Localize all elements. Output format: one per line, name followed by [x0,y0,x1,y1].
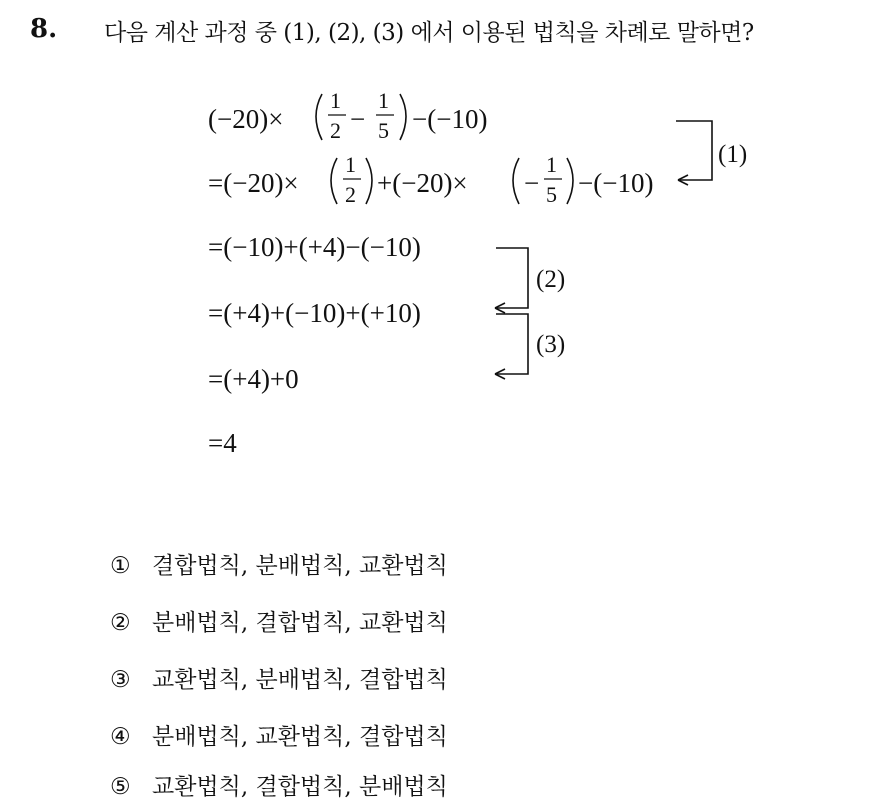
frac-denominator: 5 [378,118,389,143]
option-text: 분배법칙, 교환법칙, 결합법칙 [152,724,448,750]
option-marker: ① [110,553,131,579]
line2-part-c: −(−10) [578,168,654,198]
paren-left [513,158,519,204]
paren-right [567,158,573,204]
paren-right [366,158,372,204]
derivation-line-4: =(+4)+(−10)+(+10) [208,298,421,328]
line1-part-a: (−20)× [208,104,284,134]
minus-sign: − [350,104,366,134]
option-marker: ② [110,610,131,636]
minus-sign: − [524,168,540,198]
bracket-2 [495,248,528,313]
derivation-line-6: =4 [208,428,237,458]
paren-left [331,158,337,204]
line1-part-b: −(−10) [412,104,488,134]
frac-numerator: 1 [330,88,341,113]
frac-numerator: 1 [345,152,356,177]
frac-denominator: 2 [330,118,341,143]
question-number: 8. [30,14,58,44]
step-label-3: (3) [536,331,566,358]
paren-left [316,94,322,140]
answer-option-2[interactable] [110,604,448,637]
line2-part-a: =(−20)× [208,168,299,198]
option-marker: ③ [110,667,131,693]
derivation-line-2 [208,152,653,207]
answer-option-3[interactable] [110,661,448,694]
option-text: 결합법칙, 분배법칙, 교환법칙 [152,553,448,579]
derivation-line-3: =(−10)+(+4)−(−10) [208,232,421,262]
option-marker: ⑤ [110,774,131,800]
frac-numerator: 1 [378,88,389,113]
answer-option-1[interactable] [110,547,448,580]
derivation-line-1 [208,88,487,143]
paren-right [400,94,406,140]
option-text: 분배법칙, 결합법칙, 교환법칙 [152,610,448,636]
option-text: 교환법칙, 결합법칙, 분배법칙 [152,774,448,800]
bracket-1 [676,121,712,185]
line2-part-b: +(−20)× [377,168,468,198]
frac-numerator: 1 [546,152,557,177]
frac-denominator: 2 [345,182,356,207]
bracket-3 [495,314,528,379]
answer-option-5[interactable] [110,768,448,801]
answer-option-4[interactable] [110,718,448,751]
question-text: 다음 계산 과정 중 (1), (2), (3) 에서 이용된 법칙을 차례로 말하면? [104,20,754,46]
step-label-2: (2) [536,266,566,293]
frac-denominator: 5 [546,182,557,207]
option-text: 교환법칙, 분배법칙, 결합법칙 [152,667,448,693]
option-marker: ④ [110,724,131,750]
step-label-1: (1) [718,141,748,168]
derivation-line-5: =(+4)+0 [208,364,299,394]
